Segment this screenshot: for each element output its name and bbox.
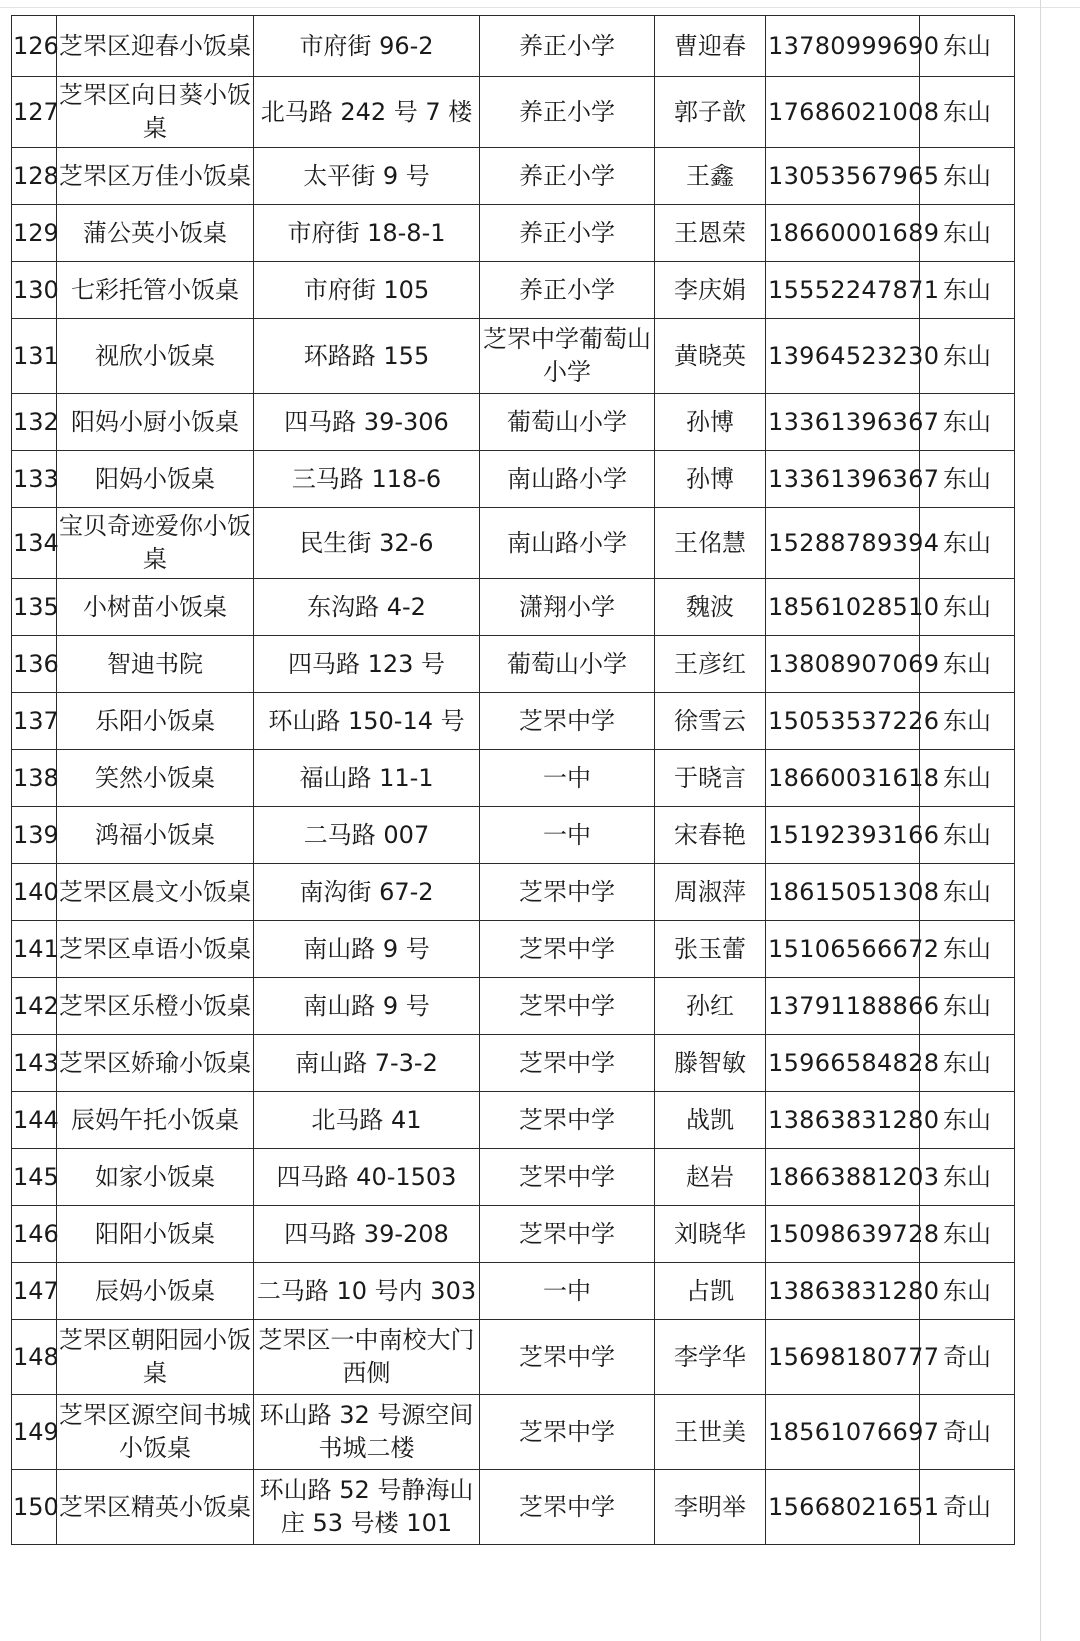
phone-number-cell: 15106566672 [766, 921, 920, 978]
facility-name-cell: 辰妈小饭桌 [57, 1263, 254, 1320]
facility-address-cell: 四马路 40-1503 [254, 1149, 480, 1206]
contact-person-cell: 占凯 [655, 1263, 766, 1320]
school-name-cell: 葡萄山小学 [480, 636, 655, 693]
table-row [12, 693, 1015, 750]
district-area-cell: 东山 [920, 978, 1015, 1035]
district-area-cell: 奇山 [920, 1470, 1015, 1545]
phone-number-cell: 18660001689 [766, 205, 920, 262]
facility-address-cell: 南山路 7-3-2 [254, 1035, 480, 1092]
contact-person-cell: 宋春艳 [655, 807, 766, 864]
district-area-cell: 东山 [920, 1206, 1015, 1263]
phone-number-cell: 18561028510 [766, 579, 920, 636]
phone-number-cell: 17686021008 [766, 77, 920, 148]
row-number-cell: 143 [12, 1035, 57, 1092]
facility-name-cell: 芝罘区迎春小饭桌 [57, 16, 254, 77]
phone-number-cell: 15966584828 [766, 1035, 920, 1092]
table-row [12, 1263, 1015, 1320]
facility-address-cell: 芝罘区一中南校大门西侧 [254, 1320, 480, 1395]
facility-name-cell: 辰妈午托小饭桌 [57, 1092, 254, 1149]
school-name-cell: 潇翔小学 [480, 579, 655, 636]
district-area-cell: 东山 [920, 579, 1015, 636]
phone-number-cell: 13964523230 [766, 319, 920, 394]
page-right-edge [1040, 0, 1041, 1641]
contact-person-cell: 李庆娟 [655, 262, 766, 319]
district-area-cell: 东山 [920, 16, 1015, 77]
contact-person-cell: 孙博 [655, 394, 766, 451]
district-area-cell: 东山 [920, 750, 1015, 807]
table-row [12, 807, 1015, 864]
table-row [12, 978, 1015, 1035]
contact-person-cell: 黄晓英 [655, 319, 766, 394]
table-row [12, 1470, 1015, 1545]
row-number-cell: 132 [12, 394, 57, 451]
row-number-cell: 133 [12, 451, 57, 508]
phone-number-cell: 13361396367 [766, 394, 920, 451]
contact-person-cell: 赵岩 [655, 1149, 766, 1206]
facility-address-cell: 北马路 242 号 7 楼 [254, 77, 480, 148]
row-number-cell: 137 [12, 693, 57, 750]
facility-address-cell: 环山路 150-14 号 [254, 693, 480, 750]
table-row [12, 750, 1015, 807]
table-row [12, 205, 1015, 262]
table-row [12, 394, 1015, 451]
facility-name-cell: 芝罘区朝阳园小饭桌 [57, 1320, 254, 1395]
contact-person-cell: 李学华 [655, 1320, 766, 1395]
phone-number-cell: 13863831280 [766, 1263, 920, 1320]
facility-address-cell: 二马路 007 [254, 807, 480, 864]
school-name-cell: 一中 [480, 750, 655, 807]
school-name-cell: 芝罘中学 [480, 1470, 655, 1545]
district-area-cell: 东山 [920, 394, 1015, 451]
table-row [12, 636, 1015, 693]
phone-number-cell: 18663881203 [766, 1149, 920, 1206]
school-name-cell: 养正小学 [480, 262, 655, 319]
district-area-cell: 东山 [920, 921, 1015, 978]
district-area-cell: 奇山 [920, 1320, 1015, 1395]
contact-person-cell: 孙博 [655, 451, 766, 508]
facility-name-cell: 芝罘区源空间书城小饭桌 [57, 1395, 254, 1470]
facility-address-cell: 南沟街 67-2 [254, 864, 480, 921]
facility-name-cell: 芝罘区乐橙小饭桌 [57, 978, 254, 1035]
district-area-cell: 东山 [920, 148, 1015, 205]
table-row [12, 1395, 1015, 1470]
facility-name-cell: 小树苗小饭桌 [57, 579, 254, 636]
contact-person-cell: 郭子歆 [655, 77, 766, 148]
facility-address-cell: 南山路 9 号 [254, 921, 480, 978]
facility-address-cell: 市府街 18-8-1 [254, 205, 480, 262]
phone-number-cell: 15698180777 [766, 1320, 920, 1395]
facility-address-cell: 四马路 123 号 [254, 636, 480, 693]
table-row [12, 319, 1015, 394]
contact-person-cell: 王鑫 [655, 148, 766, 205]
table-row [12, 1320, 1015, 1395]
phone-number-cell: 13791188866 [766, 978, 920, 1035]
facility-name-cell: 芝罘区万佳小饭桌 [57, 148, 254, 205]
district-area-cell: 东山 [920, 693, 1015, 750]
row-number-cell: 128 [12, 148, 57, 205]
phone-number-cell: 15668021651 [766, 1470, 920, 1545]
facility-address-cell: 南山路 9 号 [254, 978, 480, 1035]
facility-name-cell: 宝贝奇迹爱你小饭桌 [57, 508, 254, 579]
school-name-cell: 南山路小学 [480, 451, 655, 508]
roster-table-body [12, 16, 1015, 1545]
school-name-cell: 芝罘中学 [480, 1092, 655, 1149]
row-number-cell: 149 [12, 1395, 57, 1470]
contact-person-cell: 张玉蕾 [655, 921, 766, 978]
row-number-cell: 126 [12, 16, 57, 77]
facility-address-cell: 四马路 39-306 [254, 394, 480, 451]
school-name-cell: 芝罘中学 [480, 1149, 655, 1206]
district-area-cell: 奇山 [920, 1395, 1015, 1470]
school-name-cell: 养正小学 [480, 16, 655, 77]
table-row [12, 1206, 1015, 1263]
contact-person-cell: 刘晓华 [655, 1206, 766, 1263]
phone-number-cell: 13361396367 [766, 451, 920, 508]
table-row [12, 1092, 1015, 1149]
row-number-cell: 150 [12, 1470, 57, 1545]
facility-address-cell: 环山路 52 号静海山庄 53 号楼 101 [254, 1470, 480, 1545]
school-name-cell: 芝罘中学 [480, 1206, 655, 1263]
row-number-cell: 142 [12, 978, 57, 1035]
row-number-cell: 140 [12, 864, 57, 921]
phone-number-cell: 15288789394 [766, 508, 920, 579]
phone-number-cell: 13780999690 [766, 16, 920, 77]
contact-person-cell: 孙红 [655, 978, 766, 1035]
table-row [12, 16, 1015, 77]
district-area-cell: 东山 [920, 262, 1015, 319]
phone-number-cell: 18561076697 [766, 1395, 920, 1470]
phone-number-cell: 15552247871 [766, 262, 920, 319]
table-row [12, 1149, 1015, 1206]
facility-name-cell: 阳妈小饭桌 [57, 451, 254, 508]
phone-number-cell: 13863831280 [766, 1092, 920, 1149]
district-area-cell: 东山 [920, 864, 1015, 921]
school-name-cell: 一中 [480, 807, 655, 864]
contact-person-cell: 魏波 [655, 579, 766, 636]
row-number-cell: 145 [12, 1149, 57, 1206]
row-number-cell: 129 [12, 205, 57, 262]
facility-address-cell: 环路路 155 [254, 319, 480, 394]
facility-name-cell: 芝罘区向日葵小饭桌 [57, 77, 254, 148]
contact-person-cell: 曹迎春 [655, 16, 766, 77]
district-area-cell: 东山 [920, 319, 1015, 394]
district-area-cell: 东山 [920, 1092, 1015, 1149]
facility-name-cell: 乐阳小饭桌 [57, 693, 254, 750]
phone-number-cell: 18660031618 [766, 750, 920, 807]
school-name-cell: 养正小学 [480, 148, 655, 205]
table-row [12, 921, 1015, 978]
facility-name-cell: 蒲公英小饭桌 [57, 205, 254, 262]
facility-name-cell: 芝罘区卓语小饭桌 [57, 921, 254, 978]
row-number-cell: 147 [12, 1263, 57, 1320]
district-area-cell: 东山 [920, 1035, 1015, 1092]
school-name-cell: 芝罘中学 [480, 864, 655, 921]
row-number-cell: 135 [12, 579, 57, 636]
phone-number-cell: 13053567965 [766, 148, 920, 205]
table-row [12, 77, 1015, 148]
table-row [12, 451, 1015, 508]
facility-address-cell: 三马路 118-6 [254, 451, 480, 508]
contact-person-cell: 李明举 [655, 1470, 766, 1545]
facility-address-cell: 太平街 9 号 [254, 148, 480, 205]
school-name-cell: 养正小学 [480, 77, 655, 148]
roster-table [11, 15, 1015, 1545]
district-area-cell: 东山 [920, 1263, 1015, 1320]
facility-address-cell: 福山路 11-1 [254, 750, 480, 807]
row-number-cell: 141 [12, 921, 57, 978]
page-top-edge [0, 7, 1080, 8]
row-number-cell: 144 [12, 1092, 57, 1149]
table-row [12, 1035, 1015, 1092]
school-name-cell: 芝罘中学葡萄山小学 [480, 319, 655, 394]
table-row [12, 579, 1015, 636]
facility-name-cell: 如家小饭桌 [57, 1149, 254, 1206]
row-number-cell: 139 [12, 807, 57, 864]
facility-address-cell: 东沟路 4-2 [254, 579, 480, 636]
district-area-cell: 东山 [920, 205, 1015, 262]
table-row [12, 864, 1015, 921]
contact-person-cell: 于晓言 [655, 750, 766, 807]
table-row [12, 262, 1015, 319]
row-number-cell: 146 [12, 1206, 57, 1263]
contact-person-cell: 王佲慧 [655, 508, 766, 579]
phone-number-cell: 15098639728 [766, 1206, 920, 1263]
phone-number-cell: 13808907069 [766, 636, 920, 693]
facility-address-cell: 四马路 39-208 [254, 1206, 480, 1263]
table-row [12, 508, 1015, 579]
school-name-cell: 芝罘中学 [480, 978, 655, 1035]
school-name-cell: 南山路小学 [480, 508, 655, 579]
row-number-cell: 134 [12, 508, 57, 579]
facility-name-cell: 智迪书院 [57, 636, 254, 693]
district-area-cell: 东山 [920, 508, 1015, 579]
facility-name-cell: 笑然小饭桌 [57, 750, 254, 807]
facility-address-cell: 北马路 41 [254, 1092, 480, 1149]
contact-person-cell: 徐雪云 [655, 693, 766, 750]
district-area-cell: 东山 [920, 77, 1015, 148]
phone-number-cell: 15192393166 [766, 807, 920, 864]
facility-address-cell: 民生街 32-6 [254, 508, 480, 579]
row-number-cell: 131 [12, 319, 57, 394]
facility-name-cell: 七彩托管小饭桌 [57, 262, 254, 319]
row-number-cell: 127 [12, 77, 57, 148]
district-area-cell: 东山 [920, 1149, 1015, 1206]
school-name-cell: 养正小学 [480, 205, 655, 262]
row-number-cell: 130 [12, 262, 57, 319]
school-name-cell: 芝罘中学 [480, 693, 655, 750]
school-name-cell: 芝罘中学 [480, 1320, 655, 1395]
school-name-cell: 芝罘中学 [480, 1035, 655, 1092]
district-area-cell: 东山 [920, 636, 1015, 693]
facility-name-cell: 芝罘区精英小饭桌 [57, 1470, 254, 1545]
school-name-cell: 葡萄山小学 [480, 394, 655, 451]
facility-address-cell: 市府街 105 [254, 262, 480, 319]
contact-person-cell: 周淑萍 [655, 864, 766, 921]
contact-person-cell: 王恩荣 [655, 205, 766, 262]
facility-name-cell: 芝罘区晨文小饭桌 [57, 864, 254, 921]
facility-address-cell: 二马路 10 号内 303 [254, 1263, 480, 1320]
district-area-cell: 东山 [920, 807, 1015, 864]
phone-number-cell: 15053537226 [766, 693, 920, 750]
facility-address-cell: 环山路 32 号源空间书城二楼 [254, 1395, 480, 1470]
row-number-cell: 138 [12, 750, 57, 807]
district-area-cell: 东山 [920, 451, 1015, 508]
facility-name-cell: 芝罘区娇瑜小饭桌 [57, 1035, 254, 1092]
facility-name-cell: 阳妈小厨小饭桌 [57, 394, 254, 451]
contact-person-cell: 王彦红 [655, 636, 766, 693]
contact-person-cell: 战凯 [655, 1092, 766, 1149]
facility-name-cell: 视欣小饭桌 [57, 319, 254, 394]
school-name-cell: 一中 [480, 1263, 655, 1320]
facility-address-cell: 市府街 96-2 [254, 16, 480, 77]
contact-person-cell: 滕智敏 [655, 1035, 766, 1092]
phone-number-cell: 18615051308 [766, 864, 920, 921]
school-name-cell: 芝罘中学 [480, 921, 655, 978]
table-row [12, 148, 1015, 205]
row-number-cell: 136 [12, 636, 57, 693]
row-number-cell: 148 [12, 1320, 57, 1395]
facility-name-cell: 鸿福小饭桌 [57, 807, 254, 864]
facility-name-cell: 阳阳小饭桌 [57, 1206, 254, 1263]
contact-person-cell: 王世美 [655, 1395, 766, 1470]
school-name-cell: 芝罘中学 [480, 1395, 655, 1470]
